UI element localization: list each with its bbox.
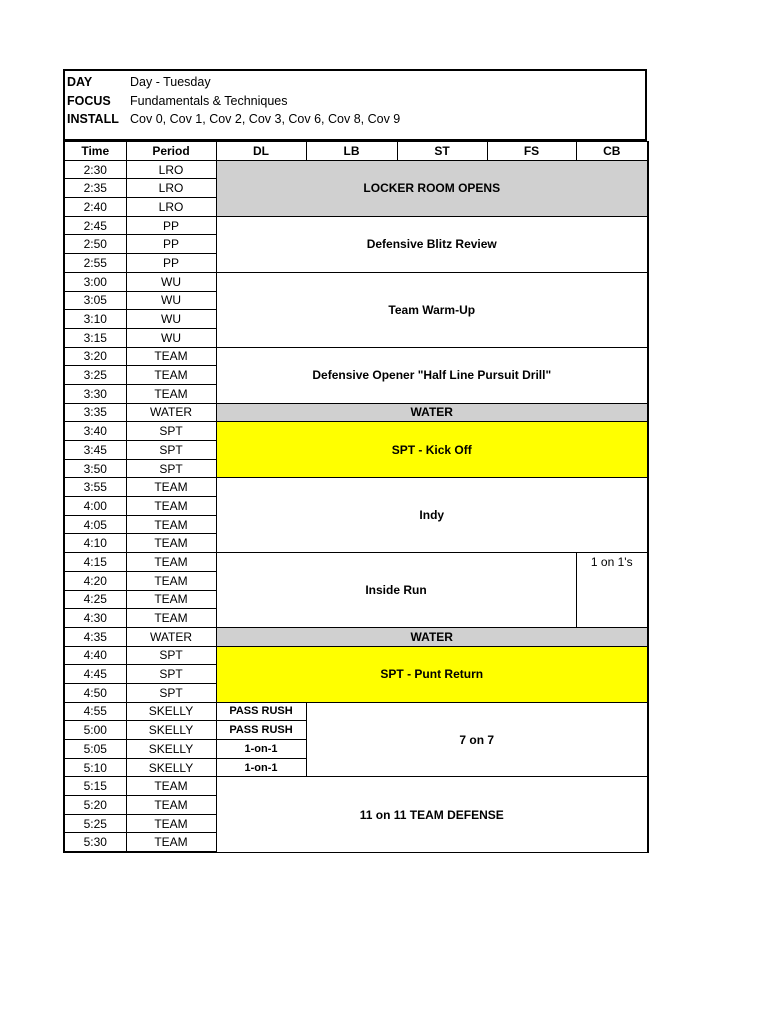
time-cell: 5:10 [64, 758, 126, 777]
period-cell: TEAM [126, 553, 216, 572]
time-cell: 4:50 [64, 683, 126, 702]
period-cell: WATER [126, 627, 216, 646]
dl-skelly-cell: PASS RUSH [216, 702, 306, 721]
period-cell: TEAM [126, 814, 216, 833]
time-cell: 4:55 [64, 702, 126, 721]
period-cell: TEAM [126, 366, 216, 385]
table-row [64, 646, 648, 665]
time-cell: 3:55 [64, 478, 126, 497]
dl-skelly-cell: PASS RUSH [216, 721, 306, 740]
table-row [64, 160, 648, 179]
table-row [64, 272, 648, 291]
period-cell: SKELLY [126, 740, 216, 759]
block-warm-up: Team Warm-Up [216, 272, 648, 347]
period-cell: LRO [126, 198, 216, 217]
time-cell: 2:50 [64, 235, 126, 254]
time-cell: 2:35 [64, 179, 126, 198]
dl-skelly-cell: 1-on-1 [216, 758, 306, 777]
table-row [64, 216, 648, 235]
time-cell: 2:45 [64, 216, 126, 235]
block-kick-off: SPT - Kick Off [216, 422, 648, 478]
time-cell: 5:05 [64, 740, 126, 759]
period-cell: SPT [126, 441, 216, 460]
time-cell: 4:10 [64, 534, 126, 553]
time-cell: 4:20 [64, 571, 126, 590]
period-cell: TEAM [126, 777, 216, 796]
header-row-install [67, 110, 645, 129]
table-row [64, 347, 648, 366]
table-row [64, 403, 648, 422]
column-header-row [64, 142, 648, 161]
period-cell: SPT [126, 646, 216, 665]
install-label: INSTALL [67, 112, 119, 126]
period-cell: WU [126, 272, 216, 291]
time-cell: 3:50 [64, 459, 126, 478]
block-team-defense: 11 on 11 TEAM DEFENSE [216, 777, 648, 852]
period-cell: TEAM [126, 497, 216, 516]
period-cell: TEAM [126, 347, 216, 366]
time-cell: 4:05 [64, 515, 126, 534]
period-cell: SKELLY [126, 758, 216, 777]
practice-schedule-sheet [63, 69, 647, 853]
column-header-cb: CB [576, 142, 648, 161]
time-cell: 4:35 [64, 627, 126, 646]
column-header-dl: DL [216, 142, 306, 161]
time-cell: 3:25 [64, 366, 126, 385]
time-cell: 5:00 [64, 721, 126, 740]
table-row [64, 422, 648, 441]
period-cell: TEAM [126, 571, 216, 590]
period-cell: TEAM [126, 515, 216, 534]
time-cell: 3:40 [64, 422, 126, 441]
install-value: Cov 0, Cov 1, Cov 2, Cov 3, Cov 6, Cov 8, Cov 9 [130, 112, 401, 126]
time-cell: 4:40 [64, 646, 126, 665]
schedule-table [63, 141, 649, 853]
period-cell: SPT [126, 422, 216, 441]
period-cell: WU [126, 310, 216, 329]
block-water-1: WATER [216, 403, 648, 422]
column-header-st: ST [397, 142, 487, 161]
period-cell: WATER [126, 403, 216, 422]
block-water-2: WATER [216, 627, 648, 646]
time-cell: 3:15 [64, 328, 126, 347]
block-one-on-ones: 1 on 1's [576, 553, 648, 628]
block-defensive-opener: Defensive Opener "Half Line Pursuit Drill" [216, 347, 648, 403]
period-cell: WU [126, 328, 216, 347]
time-cell: 4:15 [64, 553, 126, 572]
period-cell: TEAM [126, 478, 216, 497]
header-row-day [67, 73, 645, 92]
period-cell: LRO [126, 179, 216, 198]
period-cell: TEAM [126, 796, 216, 815]
time-cell: 3:00 [64, 272, 126, 291]
block-blitz-review: Defensive Blitz Review [216, 216, 648, 272]
block-indy: Indy [216, 478, 648, 553]
time-cell: 4:25 [64, 590, 126, 609]
time-cell: 3:45 [64, 441, 126, 460]
time-cell: 4:30 [64, 609, 126, 628]
dl-skelly-cell: 1-on-1 [216, 740, 306, 759]
time-cell: 3:35 [64, 403, 126, 422]
column-header-period: Period [126, 142, 216, 161]
block-punt-return: SPT - Punt Return [216, 646, 648, 702]
day-label: DAY [67, 75, 93, 89]
time-cell: 4:45 [64, 665, 126, 684]
period-cell: PP [126, 216, 216, 235]
time-cell: 5:15 [64, 777, 126, 796]
table-row [64, 777, 648, 796]
day-value: Day - Tuesday [130, 75, 211, 89]
period-cell: TEAM [126, 534, 216, 553]
table-row [64, 553, 648, 572]
table-row [64, 478, 648, 497]
block-seven-on-seven: 7 on 7 [306, 702, 648, 777]
time-cell: 3:20 [64, 347, 126, 366]
period-cell: SPT [126, 665, 216, 684]
period-cell: SPT [126, 459, 216, 478]
time-cell: 5:25 [64, 814, 126, 833]
time-cell: 5:20 [64, 796, 126, 815]
focus-value: Fundamentals & Techniques [130, 93, 288, 108]
time-cell: 5:30 [64, 833, 126, 852]
period-cell: TEAM [126, 609, 216, 628]
period-cell: TEAM [126, 590, 216, 609]
time-cell: 4:00 [64, 497, 126, 516]
time-cell: 3:30 [64, 384, 126, 403]
time-cell: 2:30 [64, 160, 126, 179]
period-cell: LRO [126, 160, 216, 179]
header-row-focus [67, 92, 645, 111]
period-cell: TEAM [126, 384, 216, 403]
period-cell: PP [126, 254, 216, 273]
period-cell: PP [126, 235, 216, 254]
block-inside-run: Inside Run [216, 553, 576, 628]
schedule-header [63, 69, 647, 141]
time-cell: 3:10 [64, 310, 126, 329]
period-cell: SKELLY [126, 702, 216, 721]
table-row [64, 627, 648, 646]
time-cell: 3:05 [64, 291, 126, 310]
column-header-time: Time [64, 142, 126, 161]
period-cell: WU [126, 291, 216, 310]
time-cell: 2:55 [64, 254, 126, 273]
period-cell: SKELLY [126, 721, 216, 740]
time-cell: 2:40 [64, 198, 126, 217]
column-header-fs: FS [487, 142, 576, 161]
focus-label: FOCUS [67, 93, 111, 108]
column-header-lb: LB [306, 142, 397, 161]
block-locker-room: LOCKER ROOM OPENS [216, 160, 648, 216]
period-cell: TEAM [126, 833, 216, 852]
period-cell: SPT [126, 683, 216, 702]
table-row [64, 702, 648, 721]
